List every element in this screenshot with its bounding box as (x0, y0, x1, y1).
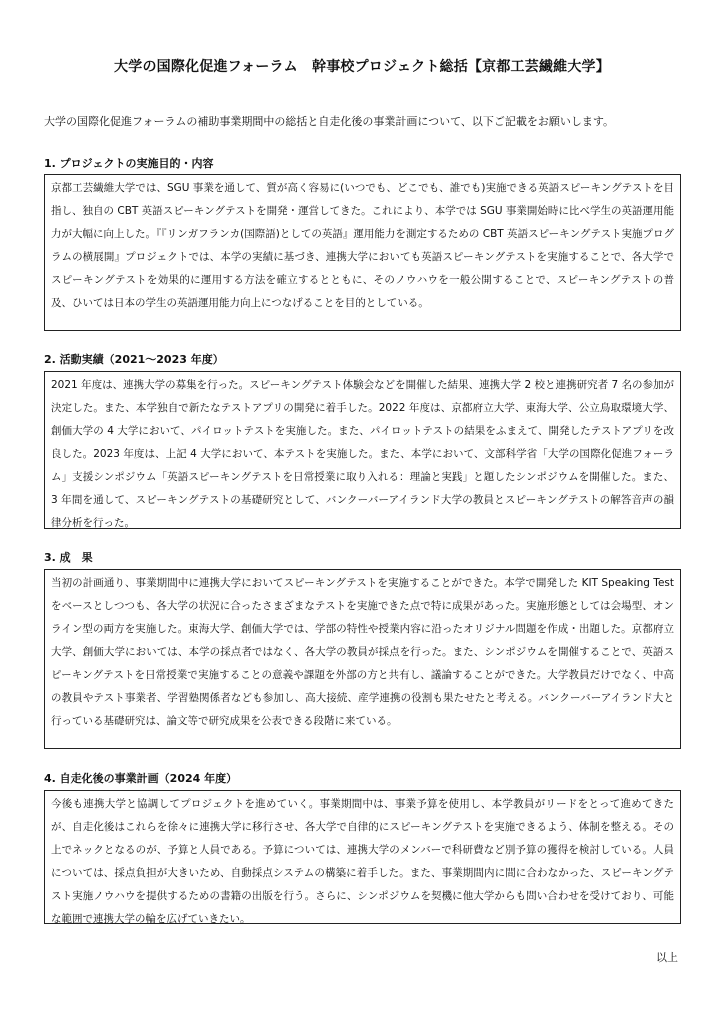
section-1-box (44, 174, 681, 331)
section-1-body: 京都工芸繊維大学では、SGU 事業を通して、質が高く容易に(いつでも、どこでも、誰でも)実施できる英語スピーキングテストを目指し、独自の CBT 英語スピーキングテストを開発・運営してきた。これにより、本学では SGU 事業開始時に比べ学生の英語運用能力が大幅に向上した。『『リンガフランカ(国際語)としての英語』運用能力を測定するための CBT 英語スピーキングテスト実施プログラムの横展開』プロジェクトでは、本学の実績に基づき、連携大学においても英語スピーキングテストを実施することで、各大学でスピーキングテストを効果的に運用する方法を確立するとともに、そのノウハウを一般公開することで、スピーキングテストの普及、ひいては日本の学生の英語運用能力向上につなげることを目的としている。 (51, 182, 674, 309)
closing-text: 以上 (656, 951, 678, 964)
section-2-heading: 2. 活動実績（2021～2023 年度） (44, 353, 224, 366)
section-2-box (44, 371, 681, 529)
section-3-box (44, 569, 681, 749)
section-4-heading: 4. 自走化後の事業計画（2024 年度） (44, 772, 238, 785)
section-4-body: 今後も連携大学と協調してプロジェクトを進めていく。事業期間中は、事業予算を使用し、本学教員がリードをとって進めてきたが、自走化後はこれらを徐々に連携大学に移行させ、各大学で自律的にスピーキングテストを実施できるよう、体制を整える。その上でネックとなるのが、予算と人員である。予算については、連携大学のメンバーで科研費など別予算の獲得を検討している。人員については、採点負担が大きいため、自動採点システムの構築に着手した。また、事業期間内に間に合わなかった、スピーキングテスト実施ノウハウを提供するための書籍の出版を行う。さらに、シンポジウムを契機に他大学からも問い合わせを受けており、可能な範囲で連携大学の輪を広げていきたい。 (51, 798, 674, 925)
section-2-body: 2021 年度は、連携大学の募集を行った。スピーキングテスト体験会などを開催した結果、連携大学 2 校と連携研究者 7 名の参加が決定した。また、本学独自で新たなテストアプリの開発に着手した。2022 年度は、京都府立大学、東海大学、公立鳥取環境大学、創価大学の 4 大学において、パイロットテストを実施した。また、パイロットテストの結果をふまえて、開発したテストアプリを改良した。2023 年度は、上記 4 大学において、本テストを実施した。また、本学において、文部科学省「大学の国際化促進フォーラム」支援シンポジウム「英語スピーキングテストを日常授業に取り入れる：理論と実践」と題したシンポジウムを開催した。また、3 年間を通して、スピーキングテストの基礎研究として、バンクーバーアイランド大学の教員とスピーキングテストの解答音声の韻律分析を行った。 (51, 379, 674, 529)
section-3-heading: 3. 成 果 (44, 551, 93, 564)
document-title: 大学の国際化促進フォーラム 幹事校プロジェクト総括【京都工芸繊維大学】 (114, 59, 610, 75)
section-3-body: 当初の計画通り、事業期間中に連携大学においてスピーキングテストを実施することができた。本学で開発した KIT Speaking Test をベースとしつつも、各大学の状況に合ったさまざまなテストを実施できた点で特に成果があった。実施形態としては会場型、オンライン型の両方を実施した。東海大学、創価大学では、学部の特性や授業内容に沿ったオリジナル問題を作成・出題した。京都府立大学、創価大学においては、本学の採点者ではなく、各大学の教員が採点を行った。また、シンポジウムを開催することで、英語スピーキングテストを日常授業で実施することの意義や課題を外部の方と共有し、議論することができた。大学教員だけでなく、中高の教員やテスト事業者、学習塾関係者なども参加し、高大接続、産学連携の役割も果たせたと考える。バンクーバーアイランド大と行っている基礎研究は、論文等で研究成果を公表できる段階に来ている。 (51, 577, 674, 727)
section-1-heading: 1. プロジェクトの実施目的・内容 (44, 157, 214, 170)
intro-text: 大学の国際化促進フォーラムの補助事業期間中の総括と自走化後の事業計画について、以下ご記載をお願いします。 (44, 115, 615, 128)
section-4-box (44, 790, 681, 924)
